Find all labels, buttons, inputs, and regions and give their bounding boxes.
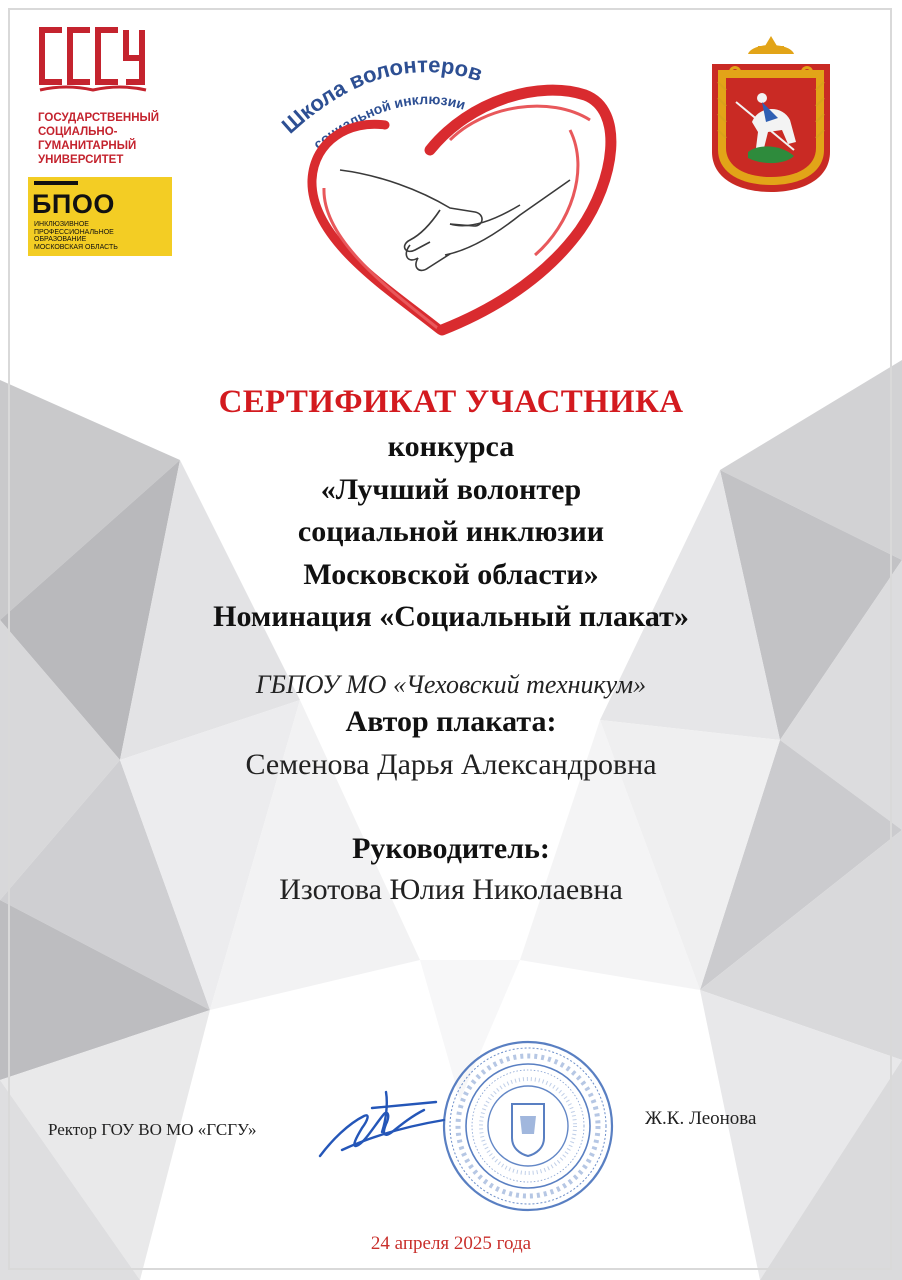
gsgu-line: ГУМАНИТАРНЫЙ [38,140,137,152]
rector-title: Ректор ГОУ ВО МО «ГСГУ» [48,1120,257,1139]
gsgu-line: СОЦИАЛЬНО- [38,126,118,138]
signature-icon [312,1080,452,1160]
author-label: Автор плаката: [345,705,557,738]
volunteer-school-logo [270,40,630,340]
bpoo-line: ПРОФЕССИОНАЛЬНОЕ [34,228,114,236]
gsgu-line: УНИВЕРСИТЕТ [38,154,124,166]
logo-arc-text-2: социальной инклюзии [310,90,468,153]
nomination: Номинация «Социальный плакат» [213,600,689,633]
official-seal-icon [440,1038,616,1214]
bpoo-title: БПОО [32,189,115,219]
contest-name-line-3: Московской области» [303,558,599,591]
contest-line: конкурса [387,430,515,463]
issue-date: 24 апреля 2025 года [370,1233,532,1254]
contest-name-line-2: социальной инклюзии [297,515,605,548]
signer-name: Ж.К. Леонова [645,1108,757,1129]
gsgu-name [38,111,178,167]
bpoo-logo [28,177,172,256]
contest-name-line-1: «Лучший волонтер [320,473,582,506]
supervisor-name: Изотова Юлия Николаевна [279,873,623,906]
bpoo-bar [34,181,78,185]
gsgu-line: ГОСУДАРСТВЕННЫЙ [38,112,160,124]
organization-name: ГБПОУ МО «Чеховский техникум» [255,670,647,699]
author-name: Семенова Дарья Александровна [245,748,657,781]
bpoo-subtitle [34,221,144,251]
bpoo-line: МОСКОВСКАЯ ОБЛАСТЬ [34,243,118,251]
bpoo-line: ОБРАЗОВАНИЕ [34,236,87,243]
gsgu-logo [38,24,148,96]
logo-arc-text-1: Школа волонтеров [276,52,486,139]
supervisor-label: Руководитель: [352,832,550,865]
bpoo-line: ИНКЛЮЗИВНОЕ [34,221,89,228]
certificate-title: СЕРТИФИКАТ УЧАСТНИКА [218,384,684,420]
coat-of-arms-icon [708,32,834,196]
